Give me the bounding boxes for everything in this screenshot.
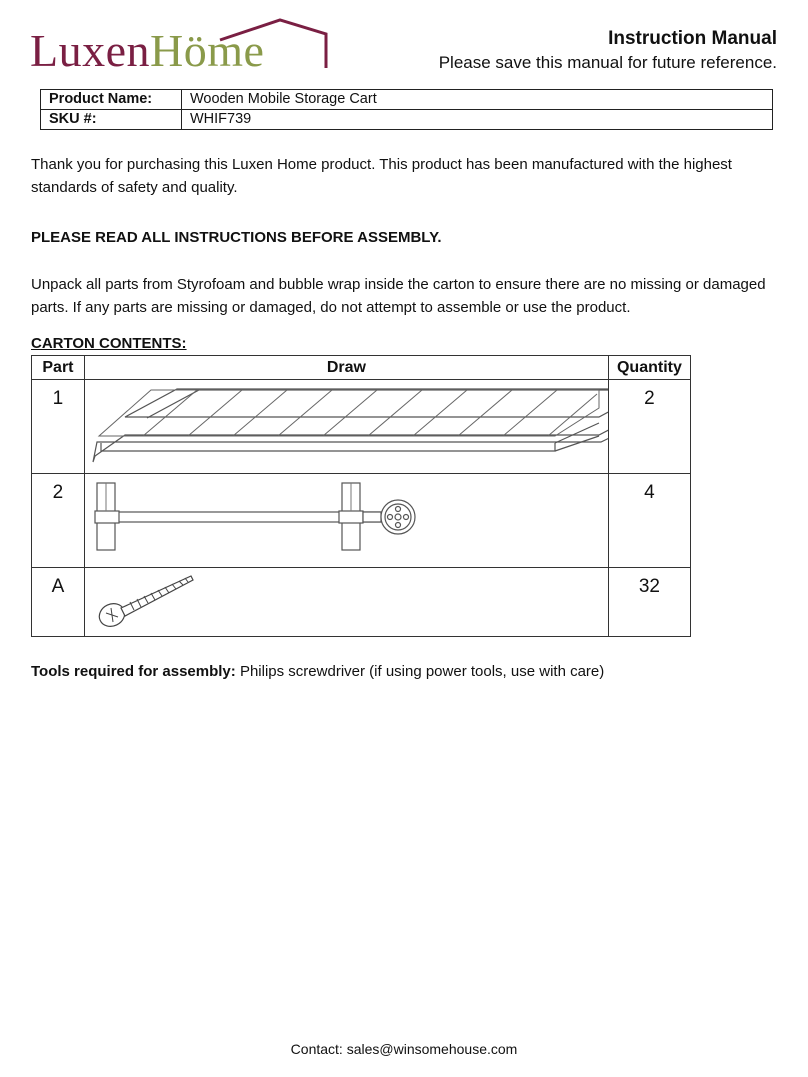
- qty-cell: [608, 380, 690, 474]
- sku-label: SKU #:: [41, 110, 182, 130]
- sku-value: WHIF739: [182, 110, 773, 130]
- draw-cell: [84, 474, 608, 568]
- part-id-cell: [32, 474, 85, 568]
- qty-value: 2: [644, 388, 655, 409]
- qty-cell: [608, 568, 690, 637]
- manual-title: Instruction Manual: [608, 28, 777, 49]
- col-qty-header: Quantity: [608, 356, 690, 380]
- qty-value: 4: [644, 482, 655, 503]
- carton-contents-table: [31, 355, 691, 637]
- draw-cell: [84, 380, 608, 474]
- carton-header-row: [32, 356, 691, 380]
- part-id: A: [51, 576, 65, 597]
- logo-word-luxen: Luxen: [30, 25, 151, 76]
- logo-word-home: Höme: [150, 25, 265, 76]
- shelf-board-drawing: [85, 380, 608, 473]
- tools-label: Tools required for assembly:: [31, 663, 236, 680]
- rail-rod-drawing: [85, 474, 608, 567]
- col-draw-header: Draw: [84, 356, 608, 380]
- carton-row-2: [32, 474, 691, 568]
- carton-row-3: [32, 568, 691, 637]
- unpack-paragraph: Unpack all parts from Styrofoam and bubble wrap inside the carton to ensure there are no missing or damaged parts. If any parts are missing or damaged, do not attempt to assemble or use the product.: [31, 276, 766, 316]
- brand-logo: [30, 18, 310, 74]
- part-id-cell: [32, 568, 85, 637]
- part-id: 1: [52, 388, 64, 409]
- product-name-label: Product Name:: [41, 90, 182, 110]
- read-instructions-notice: PLEASE READ ALL INSTRUCTIONS BEFORE ASSEMBLY.: [31, 229, 442, 246]
- tools-value: Philips screwdriver (if using power tools, use with care): [239, 663, 605, 680]
- qty-cell: [608, 474, 690, 568]
- qty-value: 32: [638, 576, 660, 597]
- intro-paragraph: Thank you for purchasing this Luxen Home product. This product has been manufactured with the highest standards of safety and quality.: [31, 156, 732, 196]
- tools-required: [31, 660, 781, 683]
- draw-cell: [84, 568, 608, 637]
- logo-wordmark: [30, 25, 265, 76]
- footer-contact: Contact: sales@winsomehouse.com: [290, 1041, 518, 1057]
- manual-subtitle: Please save this manual for future reference.: [438, 53, 777, 72]
- screw-drawing: [85, 568, 608, 636]
- part-id: 2: [52, 482, 64, 503]
- col-part-header: Part: [32, 356, 85, 380]
- product-info-table: [40, 89, 773, 130]
- sku-row: [41, 110, 773, 130]
- product-name-row: [41, 90, 773, 110]
- part-id-cell: [32, 380, 85, 474]
- product-name-value: Wooden Mobile Storage Cart: [182, 90, 773, 110]
- carton-contents-heading: CARTON CONTENTS:: [31, 335, 187, 352]
- carton-row-1: [32, 380, 691, 474]
